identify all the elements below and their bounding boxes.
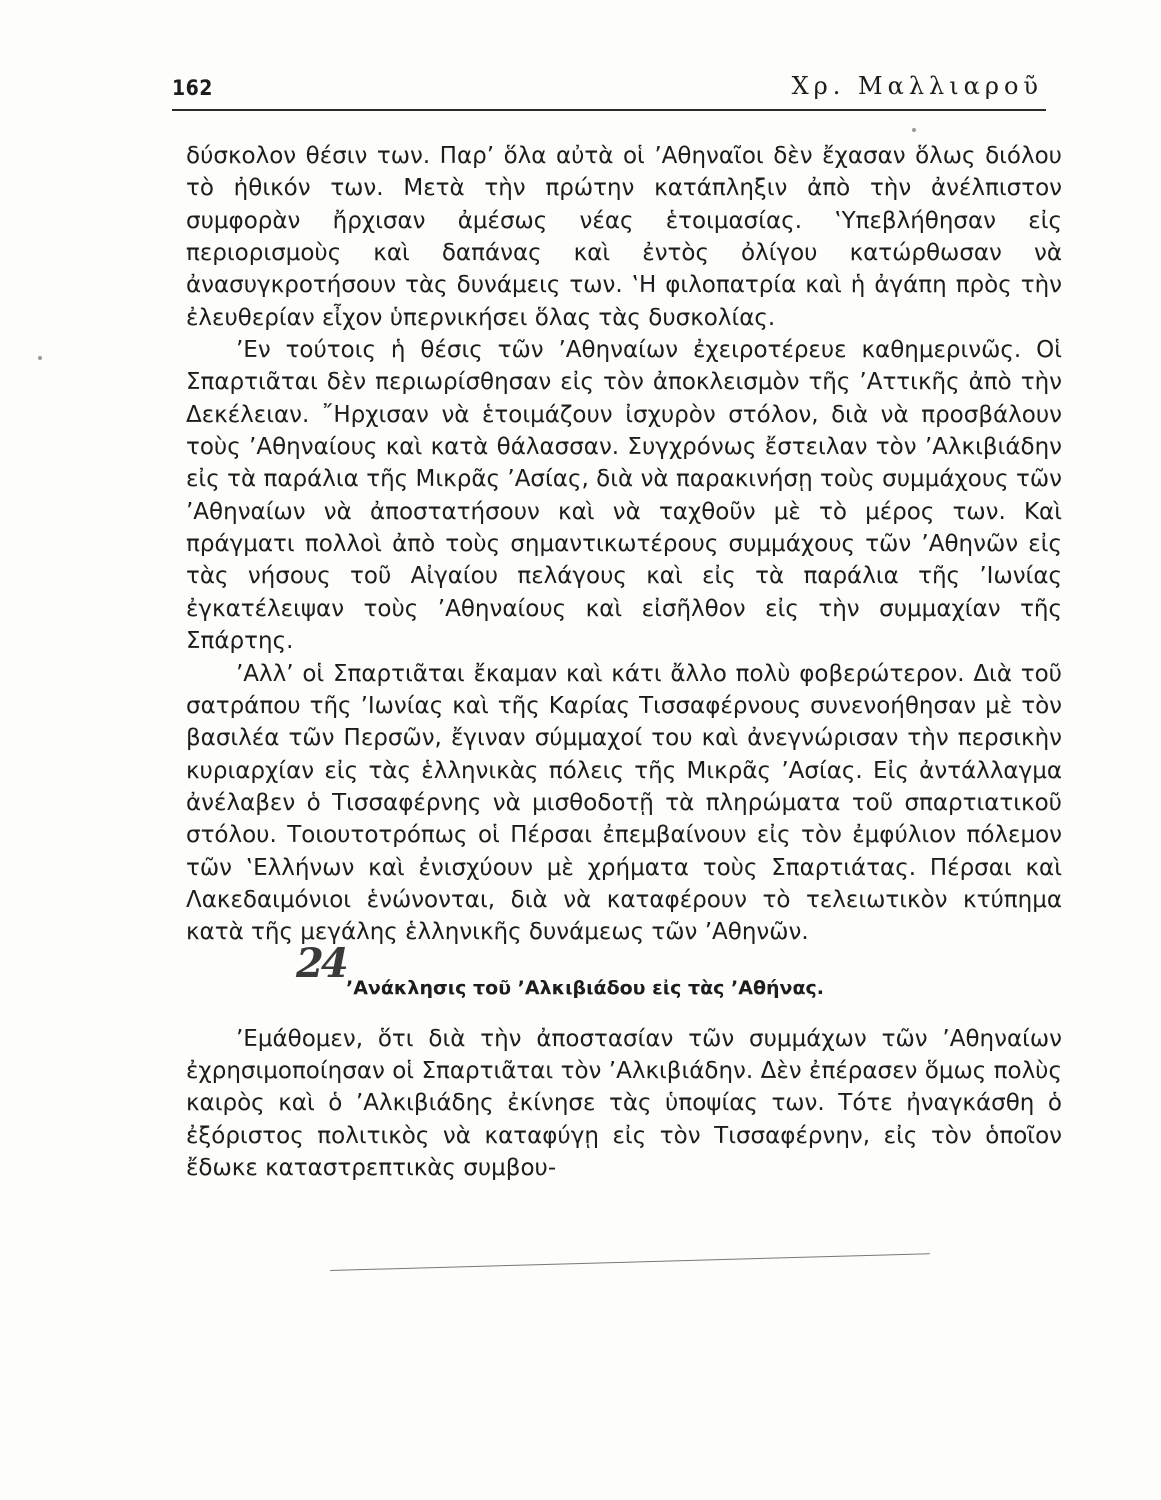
speck-mark bbox=[38, 356, 42, 360]
speck-mark bbox=[912, 128, 916, 132]
page-number: 162 bbox=[172, 76, 213, 100]
handwritten-section-number: 24 bbox=[296, 939, 346, 987]
header-rule bbox=[172, 109, 1046, 111]
section-paragraph: ’Εμάθομεν, ὅτι διὰ τὴν ἀποστασίαν τῶν συμμάχων τῶν ’Αθηναίων ἐχρησιμοποίησαν οἱ Σπαρτιᾶται τὸν ’Αλκιβιάδην. Δὲν ἐπέρασεν ὅμως πολὺς καιρὸς καὶ ὁ ’Αλκιβιάδης ἐκίνησε τὰς ὑποψίας των. Τότε ἠναγκάσθη ὁ ἐξόριστος πολιτικὸς νὰ καταφύγῃ εἰς τὸν Τισσαφέρνην, εἰς τὸν ὁποῖον ἔδωκε καταστρεπτικὰς συμβου- bbox=[186, 1025, 1062, 1181]
body-text bbox=[186, 140, 1062, 1184]
paragraph-2: ’Εν τούτοις ἡ θέσις τῶν ’Αθηναίων ἐχειροτέρευε καθημερινῶς. Οἱ Σπαρτιᾶται δὲν περιωρίσθησαν εἰς τὸν ἀποκλεισμὸν τῆς ’Αττικῆς ἀπὸ τὴν Δεκέλειαν. ῎Ηρχισαν νὰ ἑτοιμάζουν ἰσχυρὸν στόλον, διὰ νὰ προσβάλουν τοὺς ’Αθηναίους καὶ κατὰ θάλασσαν. Συγχρόνως ἔστειλαν τὸν ’Αλκιβιάδην εἰς τὰ παράλια τῆς Μικρᾶς ’Ασίας, διὰ νὰ παρακινήσῃ τοὺς συμμάχους τῶν ’Αθηναίων νὰ ἀποστατήσουν καὶ νὰ ταχθοῦν μὲ τὸ μέρος των. Καὶ πράγματι πολλοὶ ἀπὸ τοὺς σημαντικωτέρους συμμάχους τῶν ’Αθηνῶν εἰς τὰς νήσους τοῦ Αἰγαίου πελάγους καὶ εἰς τὰ παράλια τῆς ’Ιωνίας ἐγκατέλειψαν τοὺς ’Αθηναίους καὶ εἰσῆλθον εἰς τὴν συμμαχίαν τῆς Σπάρτης. bbox=[186, 337, 1062, 655]
running-header-author: Χρ. Μαλλιαροῦ bbox=[791, 72, 1043, 100]
section-heading bbox=[186, 939, 1062, 1001]
paragraph-3: ’Αλλ’ οἱ Σπαρτιᾶται ἔκαμαν καὶ κάτι ἄλλο πολὺ φοβερώτερον. Διὰ τοῦ σατράπου τῆς ’Ιωνίας καὶ τῆς Καρίας Τισσαφέρνους συνενοήθησαν μὲ τὸν βασιλέα τῶν Περσῶν, ἔγιναν σύμμαχοί του καὶ ἀνεγνώρισαν τὴν περσικὴν κυριαρχίαν εἰς τὰς ἑλληνικὰς πόλεις τῆς Μικρᾶς ’Ασίας. Εἰς ἀντάλλαγμα ἀνέλαβεν ὁ Τισσαφέρνης νὰ μισθοδοτῇ τὰ πληρώματα τοῦ σπαρτιατικοῦ στόλου. Τοιουτοτρόπως οἱ Πέρσαι ἐπεμβαίνουν εἰς τὸν ἐμφύλιον πόλεμον τῶν ‛Ελλήνων καὶ ἐνισχύουν μὲ χρήματα τοὺς Σπαρτιάτας. Πέρσαι καὶ Λακεδαιμόνιοι ἑνώνονται, διὰ νὰ καταφέρουν τὸ τελειωτικὸν κτύπημα κατὰ τῆς μεγάλης ἑλληνικῆς δυνάμεως τῶν ’Αθηνῶν. bbox=[186, 660, 1062, 946]
pen-underline-mark bbox=[330, 1253, 930, 1271]
paragraph-1: δύσκολον θέσιν των. Παρ’ ὅλα αὐτὰ οἱ ’Αθηναῖοι δὲν ἔχασαν ὅλως διόλου τὸ ἠθικόν των. Μετὰ τὴν πρώτην κατάπληξιν ἀπὸ τὴν ἀνέλπιστον συμφορὰν ἤρχισαν ἀμέσως νέας ἑτοιμασίας. ‛Υπεβλήθησαν εἰς περιορισμοὺς καὶ δαπάνας καὶ ἐντὸς ὀλίγου κατώρθωσαν νὰ ἀνασυγκροτήσουν τὰς δυνάμεις των. ‛Η φιλοπατρία καὶ ἡ ἀγάπη πρὸς τὴν ἐλευθερίαν εἶχον ὑπερνικήσει ὅλας τὰς δυσκολίας. bbox=[186, 143, 1062, 331]
section-title-text: ’Ανάκλησις τοῦ ’Αλκιβιάδου εἰς τὰς ’Αθήνας. bbox=[346, 976, 825, 999]
